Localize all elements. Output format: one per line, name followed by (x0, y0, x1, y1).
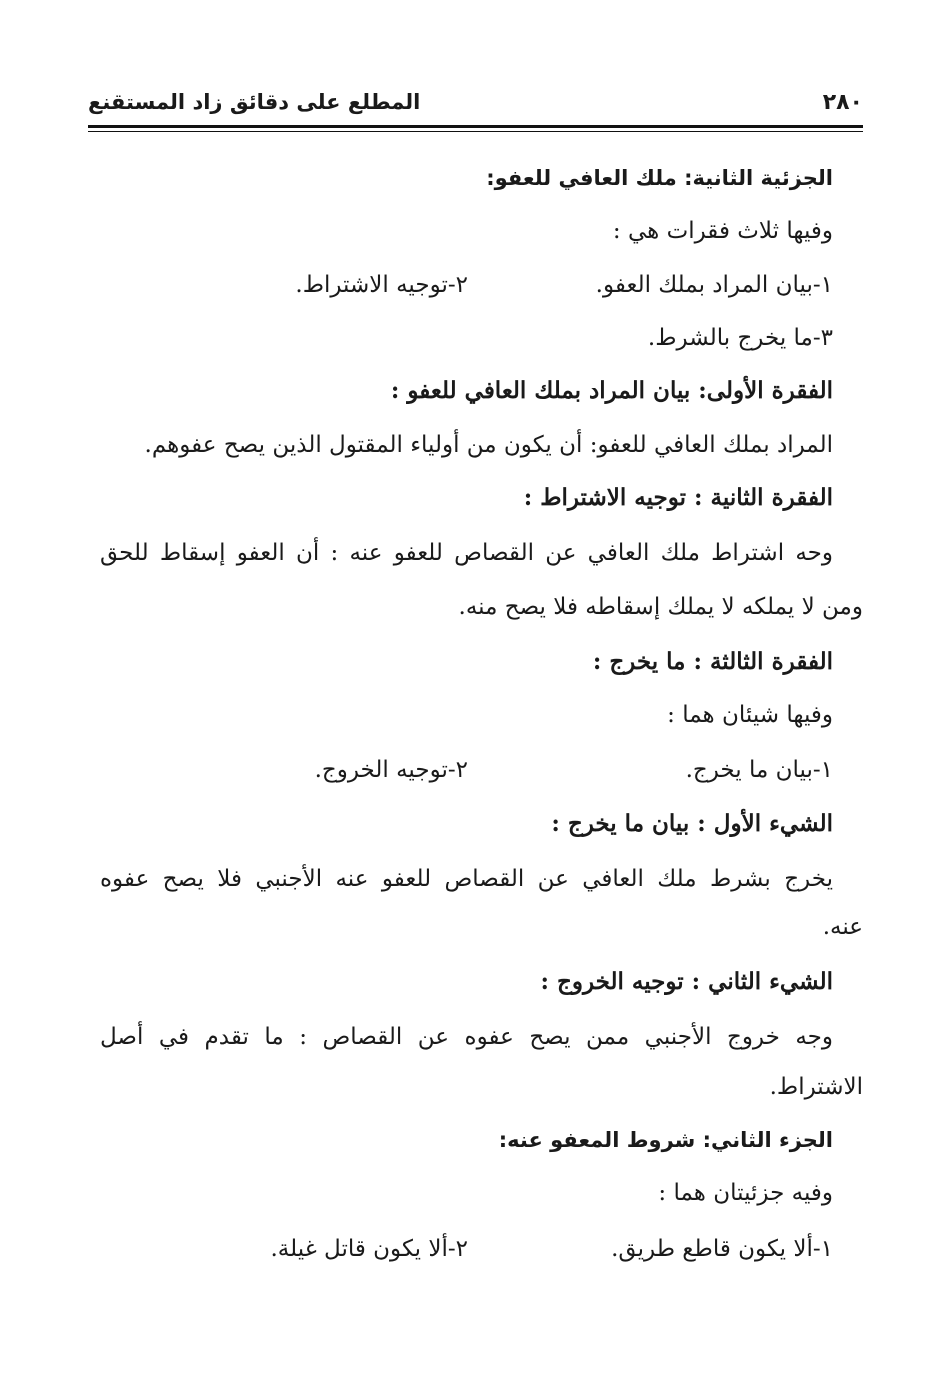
page-number: ٢٨٠ (822, 90, 863, 115)
list-item: ٢-توجيه الاشتراط. (295, 272, 468, 298)
paragraph-line: وفيه جزئيتان هما : (658, 1180, 833, 1206)
paragraph-line: وحه اشتراط ملك العافي عن القصاص للعفو عنه : أن العفو إسقاط للحق (100, 540, 833, 566)
list-item: ٢-ألا يكون قاتل غيلة. (270, 1236, 468, 1262)
section-heading: الفقرة الثانية : توجيه الاشتراط : (523, 484, 833, 511)
paragraph-line: وفيها شيئان هما : (667, 702, 833, 728)
part-heading: الجزء الثاني: شروط المعفو عنه: (498, 1128, 833, 1152)
paragraph-line: يخرج بشرط ملك العافي عن القصاص للعفو عنه الأجنبي فلا يصح عفوه (100, 866, 833, 892)
header-rule-thin (88, 131, 863, 132)
paragraph-line: وجه خروج الأجنبي ممن يصح عفوه عن القصاص : ما تقدم في أصل (100, 1024, 833, 1050)
list-item: ١-بيان المراد بملك العفو. (595, 272, 833, 298)
section-heading: الفقرة الأولى: بيان المراد بملك العافي للعفو : (390, 377, 833, 404)
paragraph-line: ومن لا يملكه لا يملك إسقاطه فلا يصح منه. (458, 594, 863, 620)
paragraph-line: عنه. (822, 914, 863, 940)
page-header (88, 88, 863, 124)
section-heading: الشيء الأول : بيان ما يخرج : (551, 810, 833, 837)
section-heading: الشيء الثاني : توجيه الخروج : (540, 968, 833, 995)
running-title: المطلع على دقائق زاد المستقنع (88, 90, 421, 114)
list-item: ١-بيان ما يخرج. (685, 757, 833, 783)
list-item: ٢-توجيه الخروج. (314, 757, 468, 783)
header-rule-thick (88, 125, 863, 128)
paragraph-line: المراد بملك العافي للعفو: أن يكون من أولياء المقتول الذين يصح عفوهم. (144, 432, 833, 458)
list-item: ٣-ما يخرج بالشرط. (647, 325, 833, 351)
paragraph-line: الاشتراط. (769, 1074, 863, 1100)
paragraph-line: وفيها ثلاث فقرات هي : (612, 218, 833, 244)
subsection-heading: الجزئية الثانية: ملك العافي للعفو: (486, 166, 833, 190)
list-item: ١-ألا يكون قاطع طريق. (611, 1236, 833, 1262)
section-heading: الفقرة الثالثة : ما يخرج : (592, 648, 833, 675)
